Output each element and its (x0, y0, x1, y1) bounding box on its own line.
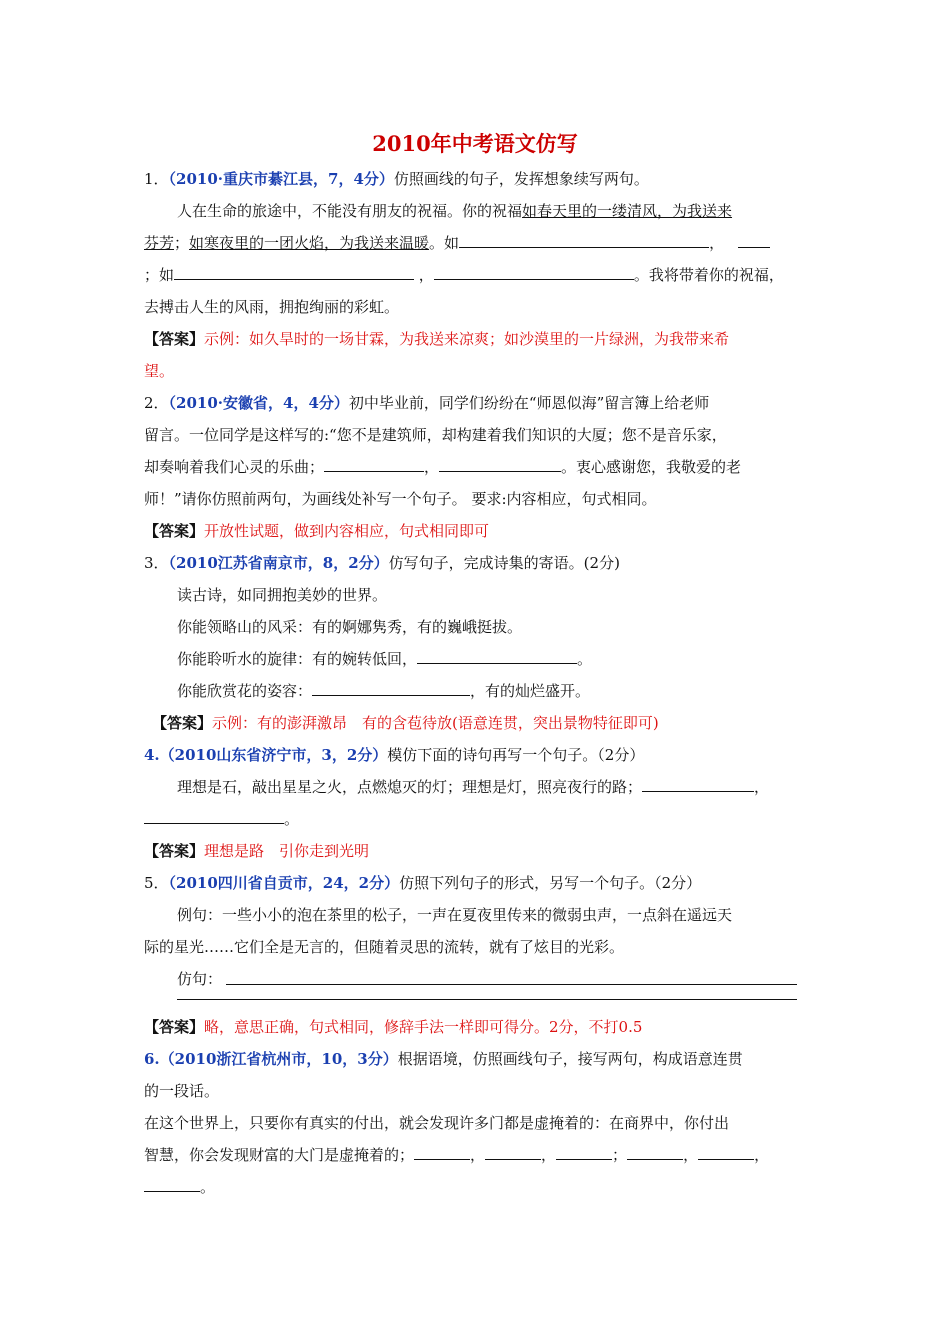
q5-line1: 例句：一些小小的泡在茶里的松子，一声在夏夜里传来的微弱虫声，一点斜在遥远天 (177, 906, 733, 924)
q6-line4 (144, 1144, 769, 1166)
q4-answer-text: 理想是路 引你走到光明 (204, 842, 370, 860)
q3-answer (152, 712, 659, 734)
q4-prompt: 模仿下面的诗句再写一个句子。（2分） (387, 746, 645, 764)
q3-blank-1[interactable] (417, 648, 577, 664)
q5-line2: 际的星光……它们全是无言的，但随着灵思的流转，就有了炫目的光彩。 (144, 938, 625, 956)
q3-line1: 读古诗，如同拥抱美妙的世界。 (177, 586, 388, 604)
q6-line3: 在这个世界上，只要你有真实的付出，就会发现许多门都是虚掩着的：在商界中，你付出 (144, 1114, 730, 1132)
q2-line2: 留言。一位同学是这样写的:“您不是建筑师，却构建着我们知识的大厦；您不是音乐家， (144, 426, 727, 444)
q5-blank-line-2[interactable] (177, 999, 797, 1000)
q3-header (144, 552, 620, 574)
q1-prompt: 仿照画线的句子，发挥想象续写两句。 (393, 170, 649, 188)
q5-answer (144, 1016, 642, 1038)
q3-number: 3． (144, 554, 169, 572)
q6-punct: ； (612, 1146, 628, 1164)
q6-blank-3[interactable] (556, 1144, 612, 1160)
q3-text: ，有的灿烂盛开。 (470, 682, 591, 700)
q5-text: 仿句： (177, 970, 223, 988)
q2-text: 初中毕业前，同学们纷纷在“师恩似海”留言簿上给老师 (348, 394, 710, 412)
q4-text: 理想是石，敲出星星之火，点燃熄灭的灯；理想是灯，照亮夜行的路； (177, 778, 643, 796)
q1-text: ， (418, 266, 434, 284)
answer-label: 【答案】 (144, 522, 205, 540)
q1-line1 (177, 200, 732, 222)
q1-blank-4[interactable] (434, 264, 634, 280)
q6-punct: ， (754, 1146, 770, 1164)
q5-source: （2010四川省自贡市，24，2分） (168, 874, 400, 892)
q3-text: 你能聆听水的旋律：有的婉转低回， (177, 650, 418, 668)
q6-blank-2[interactable] (485, 1144, 541, 1160)
q1-blank-2[interactable] (738, 232, 770, 248)
q6-text: 智慧，你会发现财富的大门是虚掩着的； (144, 1146, 415, 1164)
q4-text: 。 (284, 810, 300, 828)
q5-prompt: 仿照下列句子的形式，另写一个句子。（2分） (399, 874, 702, 892)
q3-prompt: 仿写句子，完成诗集的寄语。(2分) (388, 554, 620, 572)
q6-punct: ， (470, 1146, 486, 1164)
q4-blank-2[interactable] (144, 808, 284, 824)
q2-blank-2[interactable] (439, 456, 561, 472)
q1-text: 。我将带着你的祝福， (633, 266, 784, 284)
q2-text: 。衷心感谢您，我敬爱的老 (561, 458, 742, 476)
q3-line2: 你能领略山的风采：有的婀娜隽秀，有的巍峨挺拔。 (177, 618, 523, 636)
q6-line2: 的一段话。 (144, 1082, 220, 1100)
q2-source: （2010·安徽省，4，4分） (168, 394, 349, 412)
q1-text: 。如 (429, 234, 460, 252)
q6-source: （2010浙江省杭州市，10，3分） (159, 1050, 398, 1068)
page-title: 2010年中考语文仿写 (372, 131, 578, 156)
q3-answer-text: 示例：有的澎湃激昂 有的含苞待放(语意连贯，突出景物特征即可) (212, 714, 659, 732)
q6-blank-1[interactable] (414, 1144, 470, 1160)
q4-header (144, 744, 644, 766)
q1-header (144, 168, 649, 190)
q3-text: 你能欣赏花的姿容： (177, 682, 313, 700)
q1-answer-text: 示例：如久旱时的一场甘霖，为我送来凉爽；如沙漠里的一片绿洲，为我带来希 (204, 330, 730, 348)
q2-text: 却奏响着我们心灵的乐曲； (144, 458, 325, 476)
q2-text: ， (424, 458, 440, 476)
answer-label: 【答案】 (144, 1018, 205, 1036)
q2-line4: 师！”请你仿照前两句，为画线处补写一个句子。 要求:内容相应，句式相同。 (144, 490, 657, 508)
q6-number: 6. (144, 1050, 160, 1068)
q4-line2 (144, 808, 299, 830)
q5-line3 (177, 968, 222, 990)
q3-blank-2[interactable] (312, 680, 470, 696)
answer-label: 【答案】 (152, 714, 213, 732)
q1-line4: 去搏击人生的风雨，拥抱绚丽的彩虹。 (144, 298, 400, 316)
q1-answer-text: 望。 (144, 362, 175, 380)
q4-line1 (177, 776, 769, 798)
q1-answer (144, 328, 729, 350)
q3-source: （2010江苏省南京市，8，2分） (168, 554, 389, 572)
q1-blank-3[interactable] (174, 264, 414, 280)
q1-number: 1． (144, 170, 169, 188)
q1-underlined-text: 如寒夜里的一团火焰，为我送来温暖 (189, 234, 430, 252)
q6-blank-4[interactable] (627, 1144, 683, 1160)
q6-punct: ， (683, 1146, 699, 1164)
q5-header (144, 872, 701, 894)
q5-blank-line-1[interactable] (226, 984, 797, 985)
q4-source: （2010山东省济宁市，3，2分） (159, 746, 388, 764)
q2-line3 (144, 456, 741, 478)
q1-underlined-text: 芬芳 (144, 234, 175, 252)
answer-label: 【答案】 (144, 330, 205, 348)
q1-text: ；如 (144, 266, 175, 284)
q1-blank-1[interactable] (459, 232, 709, 248)
q6-punct: 。 (200, 1178, 216, 1196)
q2-answer-text: 开放性试题，做到内容相应，句式相同即可 (204, 522, 490, 540)
q4-blank-1[interactable] (642, 776, 754, 792)
q3-line3 (177, 648, 592, 670)
q1-text: ， (709, 234, 725, 252)
q1-text: ； (174, 234, 190, 252)
q1-text: 人在生命的旅途中，不能没有朋友的祝福。你的祝福 (177, 202, 523, 220)
q5-answer-text: 略，意思正确，句式相同，修辞手法一样即可得分。2分，不打0.5 (204, 1018, 643, 1036)
q6-header (144, 1048, 743, 1070)
q1-source: （2010·重庆市綦江县，7，4分） (168, 170, 394, 188)
q6-blank-6[interactable] (144, 1176, 200, 1192)
q6-blank-5[interactable] (698, 1144, 754, 1160)
q1-answer-cont (144, 360, 174, 382)
q1-underlined-text: 如春天里的一缕清风，为我送来 (522, 202, 733, 220)
q6-prompt: 根据语境，仿照画线句子，接写两句，构成语意连贯 (397, 1050, 743, 1068)
q4-answer (144, 840, 369, 862)
q1-line2 (144, 232, 770, 254)
q3-text: 。 (577, 650, 593, 668)
q2-answer (144, 520, 489, 542)
q2-header (144, 392, 709, 414)
q1-line3 (144, 264, 784, 286)
q3-line4 (177, 680, 590, 702)
q6-line5 (144, 1176, 215, 1198)
q2-number: 2． (144, 394, 169, 412)
q6-punct: ， (541, 1146, 557, 1164)
q5-number: 5． (144, 874, 169, 892)
q4-text: ， (754, 778, 770, 796)
q4-number: 4. (144, 746, 160, 764)
answer-label: 【答案】 (144, 842, 205, 860)
q2-blank-1[interactable] (324, 456, 424, 472)
